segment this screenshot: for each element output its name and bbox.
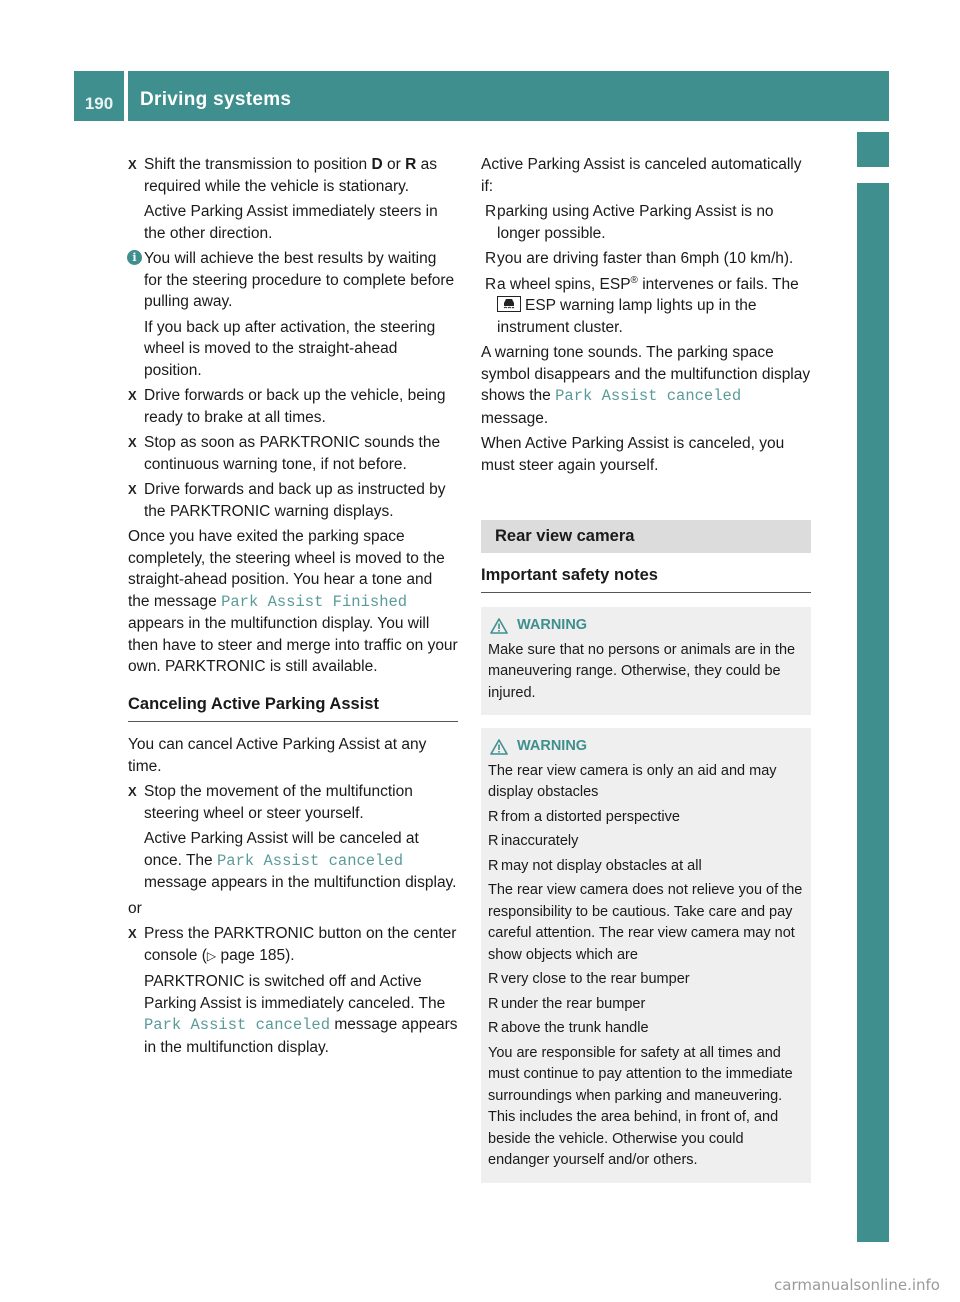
gear-d: D [371, 156, 383, 173]
display-message: Park Assist canceled [555, 387, 742, 405]
step-text: Drive forwards and back up as instructed by the PARKTRONIC warning displays. [144, 481, 446, 520]
step-result: Active Parking Assist immediately steers in the other direction. [144, 203, 438, 242]
warning-box [481, 728, 811, 1183]
step-item [128, 385, 458, 428]
bullet-text: very close to the rear bumper [501, 971, 690, 987]
warning-text: The rear view camera is only an aid and may display obstacles [488, 762, 777, 800]
or-text: or [128, 899, 142, 917]
step-text: or [382, 156, 406, 173]
right-column [481, 154, 811, 1196]
bullet-text: may not display obstacles at all [501, 857, 702, 874]
step-marker-icon: X [128, 435, 137, 450]
step-text: Press the PARKTRONIC button on the center console ( [144, 925, 457, 964]
warning-header [488, 615, 803, 637]
step-text: Drive forwards or back up the vehicle, being ready to brake at all times. [144, 387, 446, 426]
page-ref-arrow-icon: ▷ [206, 948, 217, 963]
bullet-text: intervenes or fails. The [637, 275, 799, 293]
esp-warning-lamp-icon [497, 296, 521, 312]
step-item [128, 923, 458, 967]
bullet-text: from a distorted perspective [501, 808, 680, 825]
paragraph-text: message. [481, 409, 549, 427]
display-message: Park Assist canceled [216, 851, 403, 870]
step-text: PARKTRONIC is switched off and Active Parking Assist is immediately canceled. The [144, 973, 446, 1012]
warning-title: WARNING [517, 617, 588, 633]
bullet-text: inaccurately [501, 833, 579, 849]
paragraph [128, 526, 458, 678]
bullet-text: under the rear bumper [501, 995, 646, 1012]
paragraph-text: appears in the multifunction display. You will then have to steer and merge into traffic on your own. PARKTRONIC is still available. [128, 615, 458, 675]
bullet-icon: R [485, 203, 497, 220]
bullet-item [488, 831, 803, 853]
info-note [128, 248, 458, 313]
info-text-2: If you back up after activation, the steering wheel is moved to the straight-ahead position. [144, 318, 436, 379]
step-text: message appears in the multifunction display. [144, 1016, 458, 1056]
bullet-text: a wheel spins, ESP [497, 275, 631, 293]
step-text: message appears in the multifunction display. [144, 874, 457, 891]
step-marker-icon: X [128, 784, 137, 799]
bullet-item [488, 969, 803, 991]
warning-title: WARNING [517, 738, 588, 754]
bullet-icon: R [488, 833, 499, 849]
heading-rear-view-camera: Rear view camera [481, 520, 811, 553]
step-result [128, 971, 458, 1058]
gear-r: R [405, 156, 417, 173]
bullet-icon: R [488, 808, 499, 825]
section-title: Driving systems [140, 89, 292, 110]
watermark: carmanualsonline.info [774, 1276, 940, 1294]
page-number: 190 [84, 93, 114, 113]
step-text: Stop as soon as PARKTRONIC sounds the continuous warning tone, if not before. [144, 434, 441, 473]
bullet-item [488, 1018, 803, 1040]
step-item [128, 154, 458, 197]
paragraph-text: Once you have exited the parking space completely, the steering wheel is moved to the straight-ahead position. You hear a tone and the message [128, 528, 445, 610]
warning-text: The rear view camera does not relieve you of the responsibility to be cautious. Take care and pay careful attention. The rear view camera may not show objects which are [488, 882, 803, 963]
header-divider [124, 71, 128, 121]
step-item [128, 479, 458, 522]
bullet-icon: R [488, 857, 499, 874]
warning-box [481, 607, 811, 715]
bullet-item [488, 994, 803, 1016]
warning-text: You are responsible for safety at all times and must continue to pay attention to the immediate surroundings when parking and maneuvering. This includes the area behind, in front of, and beside the vehicle. Otherwise you could endanger yourself and/or others. [488, 1044, 793, 1168]
registered-mark: ® [630, 274, 638, 286]
subheading-canceling: Canceling Active Parking Assist [128, 694, 458, 723]
bullet-item [481, 274, 811, 339]
step-item [128, 432, 458, 475]
step-text: Active Parking Assist will be canceled at once. The [144, 830, 419, 869]
bullet-icon: R [485, 275, 497, 293]
paragraph [481, 342, 811, 429]
display-message: Park Assist canceled [144, 1016, 331, 1034]
warning-header [488, 736, 803, 758]
step-result [128, 828, 458, 894]
step-item [128, 781, 458, 824]
step-text: Stop the movement of the multifunction steering wheel or steer yourself. [144, 783, 413, 822]
paragraph: You can cancel Active Parking Assist at any time. [128, 736, 427, 775]
bullet-text: ESP warning lamp lights up in the instrument cluster. [497, 297, 757, 336]
subheading-safety-notes: Important safety notes [481, 565, 811, 594]
bullet-item [488, 807, 803, 829]
bullet-item [481, 248, 811, 270]
step-marker-icon: X [128, 388, 137, 403]
paragraph: When Active Parking Assist is canceled, you must steer again yourself. [481, 435, 785, 474]
display-message: Park Assist Finished [221, 592, 408, 611]
side-tab-label: Driving and parking [861, 381, 884, 569]
page-ref-link[interactable]: page 185). [216, 946, 295, 964]
bullet-item [481, 201, 811, 244]
step-marker-icon: X [128, 482, 137, 497]
bullet-icon: R [488, 1020, 499, 1036]
step-text: as required while the vehicle is stationary. [144, 156, 437, 195]
bullet-icon: R [485, 250, 497, 267]
bullet-item [488, 856, 803, 878]
step-marker-icon: X [128, 926, 137, 941]
side-tab-bar [857, 183, 889, 1242]
bullet-text: above the trunk handle [501, 1020, 649, 1036]
side-tab-block [857, 132, 889, 167]
paragraph-text: A warning tone sounds. The parking space symbol disappears and the multifunction display shows the [481, 344, 811, 404]
paragraph: Active Parking Assist is canceled automatically if: [481, 156, 802, 195]
bullet-icon: R [488, 971, 499, 987]
bullet-icon: R [488, 995, 499, 1012]
step-text: Shift the transmission to position [144, 156, 372, 173]
warning-triangle-icon [490, 739, 508, 755]
bullet-text: parking using Active Parking Assist is no longer possible. [497, 203, 774, 242]
info-text: You will achieve the best results by waiting for the steering procedure to complete before pulling away. [144, 250, 455, 310]
info-icon: i [127, 250, 142, 265]
warning-text: Make sure that no persons or animals are in the maneuvering range. Otherwise, they could be injured. [488, 641, 796, 701]
step-marker-icon: X [128, 157, 137, 172]
warning-triangle-icon [490, 618, 508, 634]
left-column [128, 154, 458, 1062]
bullet-text: you are driving faster than 6mph (10 km/h). [497, 250, 794, 267]
